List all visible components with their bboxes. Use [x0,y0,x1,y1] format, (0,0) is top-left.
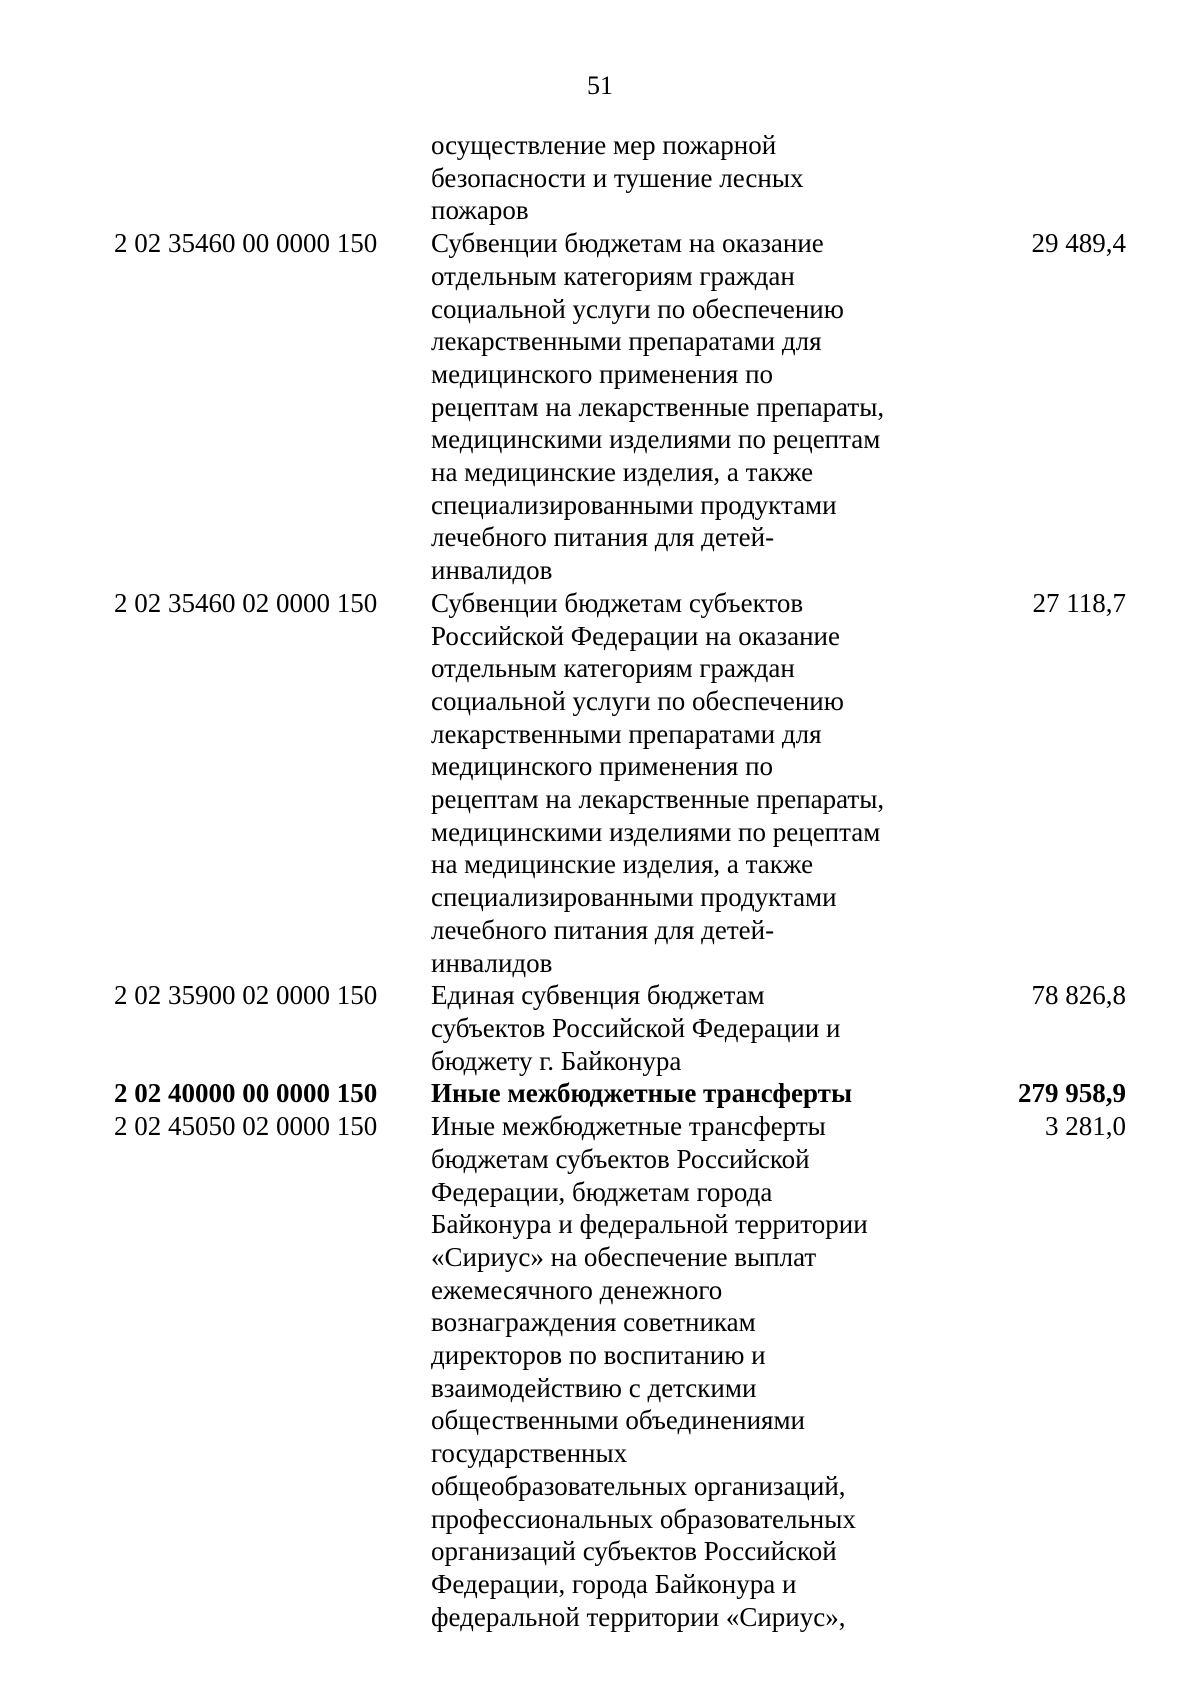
description-line: вознаграждения советникам [431,1307,756,1338]
description-line: профессиональных образовательных [431,1503,856,1534]
table-row [0,979,1200,1077]
description-line: медицинского применения по [431,358,774,389]
description-line: медицинского применения по [431,751,774,782]
description-line: Единая субвенция бюджетам [431,980,765,1011]
description-line: отдельным категориям граждан [431,653,795,684]
income-description [431,1077,931,1110]
table-row-subtotal [0,1077,1200,1110]
description-line: инвалидов [431,947,553,978]
budget-code: 2 02 35900 02 0000 150 [114,980,378,1011]
description-line: на медицинские изделия, а также [431,849,814,880]
description-line: осуществление мер пожарной [431,130,777,160]
description-line: Иные межбюджетные трансферты [431,1111,826,1142]
description-line: директоров по воспитанию и [431,1340,766,1371]
description-line: социальной услуги по обеспечению [431,293,844,324]
amount: 279 958,9 [1018,1078,1126,1109]
description-line: взаимодействию с детскими [431,1372,757,1403]
description-line: ежемесячного денежного [431,1274,723,1305]
description-line: медицинскими изделиями по рецептам [431,816,881,847]
budget-code: 2 02 35460 00 0000 150 [114,228,378,259]
description-line: социальной услуги по обеспечению [431,685,844,716]
income-description [431,1110,931,1633]
description-line: Иные межбюджетные трансферты [431,1078,853,1109]
description-line: лечебного питания для детей- [431,914,775,945]
description-line: бюджету г. Байконура [431,1045,682,1076]
description-line: безопасности и тушение лесных [431,162,804,193]
description-line: рецептам на лекарственные препараты, [431,391,885,422]
amount: 3 281,0 [1045,1111,1126,1142]
description-line: Российской Федерации на оказание [431,620,840,651]
table-row [0,587,1200,979]
amount: 29 489,4 [1031,228,1126,259]
description-line: «Сириус» на обеспечение выплат [431,1241,817,1272]
description-line: общественными объединениями [431,1405,805,1436]
description-line: субъектов Российской Федерации и [431,1012,841,1043]
description-line: бюджетам субъектов Российской [431,1143,810,1174]
budget-code: 2 02 35460 02 0000 150 [114,587,378,618]
description-line: Субвенции бюджетам субъектов [431,587,804,618]
income-description [431,979,931,1077]
description-line: Федерации, бюджетам города [431,1176,773,1207]
income-description [431,227,931,587]
description-line: рецептам на лекарственные препараты, [431,784,885,815]
description-line: лекарственными препаратами для [431,326,822,357]
description-line: Субвенции бюджетам на оказание [431,228,824,259]
description-line: лечебного питания для детей- [431,522,775,553]
description-line: лекарственными препаратами для [431,718,822,749]
table-row [0,227,1200,587]
description-line: на медицинские изделия, а также [431,457,814,488]
page-number: 51 [587,71,613,100]
income-description [431,129,931,227]
description-line: специализированными продуктами [431,882,837,913]
budget-table [0,129,1200,1633]
budget-code: 2 02 40000 00 0000 150 [114,1078,378,1109]
description-line: государственных [431,1438,628,1469]
description-line: отдельным категориям граждан [431,260,795,291]
description-line: специализированными продуктами [431,489,837,520]
budget-code: 2 02 45050 02 0000 150 [114,1111,378,1142]
amount: 27 118,7 [1032,587,1126,618]
description-line: федеральной территории «Сириус», [431,1601,846,1632]
description-line: пожаров [431,195,529,226]
description-line: организаций субъектов Российской [431,1536,837,1567]
income-description [431,587,931,979]
description-line: инвалидов [431,555,553,586]
table-row [0,129,1200,227]
amount: 78 826,8 [1031,980,1126,1011]
description-line: медицинскими изделиями по рецептам [431,424,881,455]
table-row [0,1110,1200,1633]
description-line: Байконура и федеральной территории [431,1209,868,1240]
description-line: общеобразовательных организаций, [431,1470,846,1501]
description-line: Федерации, города Байконура и [431,1568,797,1599]
